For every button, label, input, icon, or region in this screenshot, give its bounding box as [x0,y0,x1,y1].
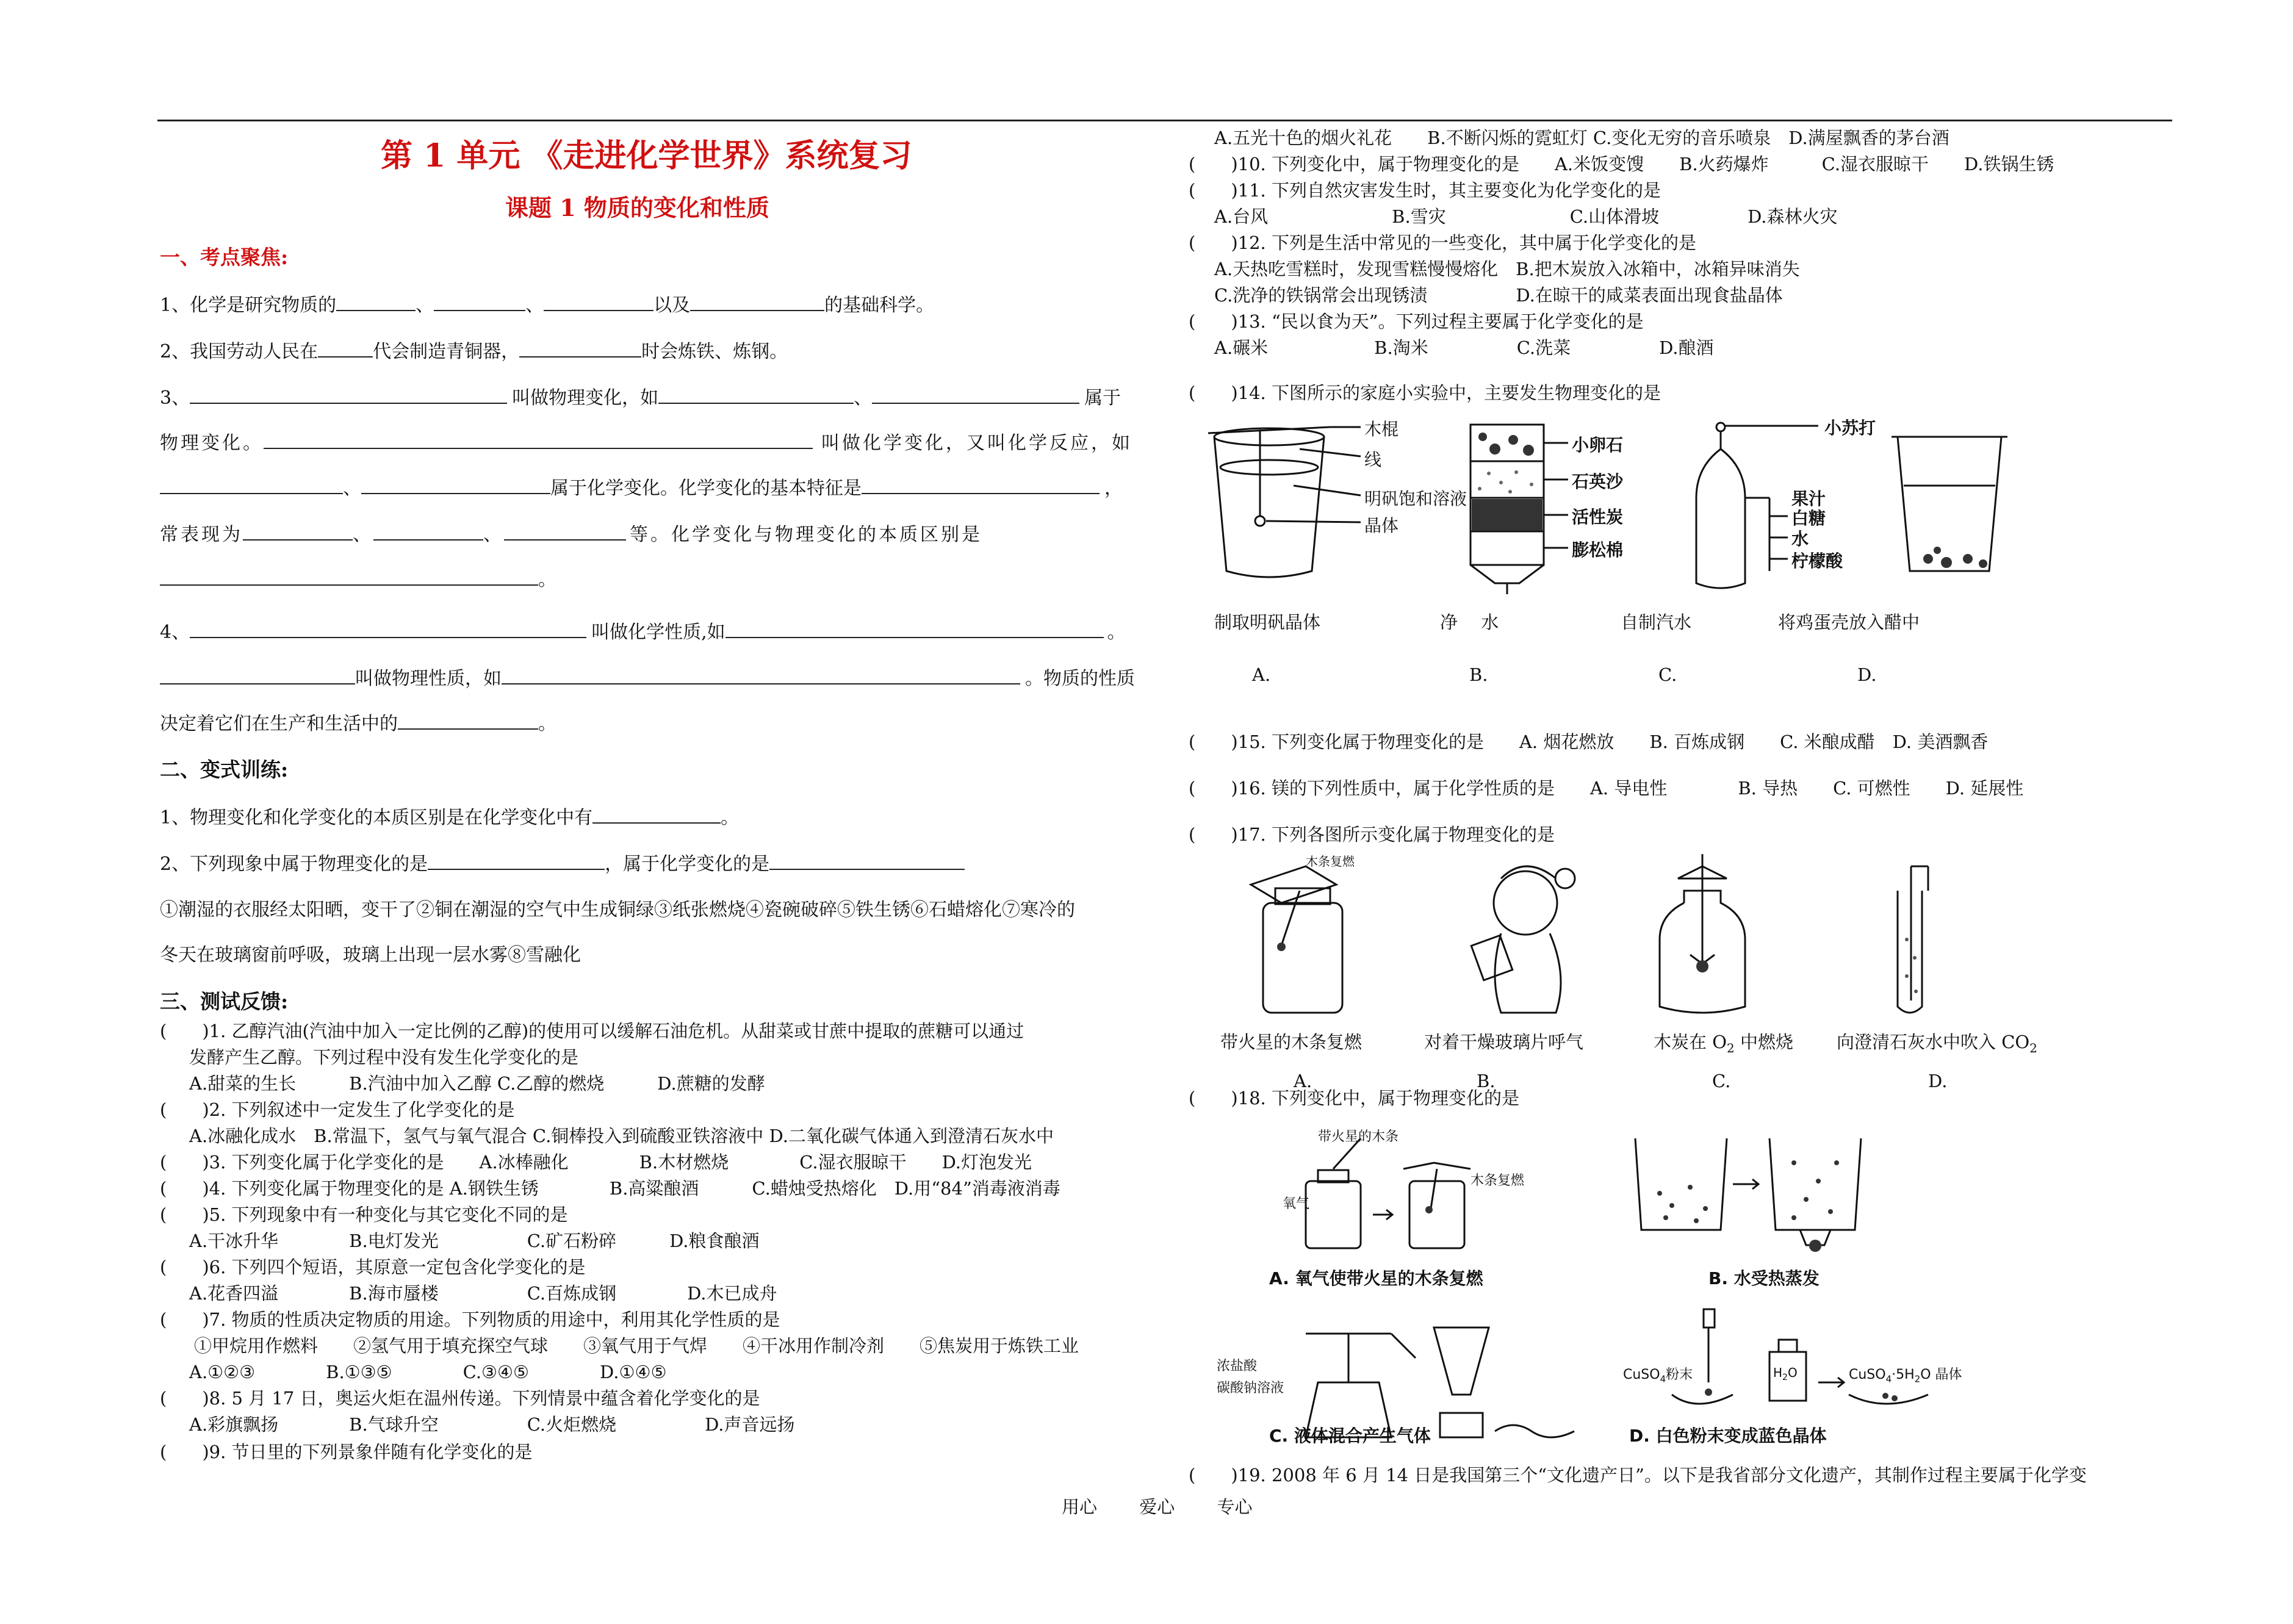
s1-q3-line2: 物理变化。 叫做化学变化，又叫化学反应，如 [160,433,1132,454]
q16: ( )16. 镁的下列性质中，属于化学性质的是 A. 导电性 B. 导热 C. 可燃性 D. 延展性 [1189,778,2024,799]
q17-caption-a: 带火星的木条复燃 [1220,1032,1362,1052]
q17-caption-c: 木炭在 $O_2$ 中燃烧 [1654,1032,1793,1055]
section-3-heading: 三、测试反馈: [160,990,289,1013]
q14-caption-d: 将鸡蛋壳放入醋中 [1778,612,1920,633]
q19-stem: ( )19. 2008 年 6 月 14 日是我国第三个“文化遗产日”。以下是我省部分文化遗产，其制作过程主要属于化学变 [1189,1465,2087,1486]
q14-caption-a: 制取明矾晶体 [1214,612,1321,633]
s1-q3-line3: 、 属于化学变化。化学变化的基本特征是 ， [160,477,1123,500]
s1-q4-line3: 决定着它们在生产和生活中的 。 [160,713,556,735]
q14-figure [1208,412,2099,595]
s3-line: A.①②③ B.①③⑤ C.③④⑤ D.①④⑤ [189,1362,667,1382]
q18-label-water: $H_2O$ [1773,1365,1798,1382]
q18-stem: ( )18. 下列变化中，属于物理变化的是 [1189,1088,1519,1108]
footer-word-3: 专心 [1217,1496,1253,1517]
section-1-heading: 一、考点聚焦: [160,245,289,269]
q17-stem: ( )17. 下列各图所示变化属于物理变化的是 [1189,824,1555,845]
s1-q2: 2、我国劳动人民在 代会制造青铜器， 时会炼铁、炼钢。 [160,341,788,362]
q14-label-citric: 柠檬酸 [1791,551,1843,571]
r-line: ( )13. “民以食为天”。下列过程主要属于化学变化的是 [1189,311,1644,332]
q18-caption-b: B. 水受热蒸发 [1708,1268,1820,1288]
q18-label-hcl: 浓盐酸 [1217,1359,1258,1374]
s1-q1: 1、化学是研究物质的 、 、 以及 的基础科学。 [160,295,935,316]
s3-line: A.花香四溢 B.海市蜃楼 C.百炼成钢 D.木已成舟 [189,1283,777,1304]
s3-line: ( )5. 下列现象中有一种变化与其它变化不同的是 [160,1204,568,1225]
s1-q3-line5: 。 [160,569,556,591]
q17-letter-c: C. [1712,1071,1731,1091]
q18-caption-d: D. 白色粉末变成蓝色晶体 [1629,1426,1827,1446]
q17-letter-d: D. [1928,1071,1948,1091]
q14-caption-b: 净 水 [1440,612,1499,633]
s3-line: ( )6. 下列四个短语，其原意一定包含化学变化的是 [160,1257,586,1277]
q14-label-carbon: 活性炭 [1572,507,1624,527]
s3-line: ( )4. 下列变化属于物理变化的是 A.钢铁生锈 B.高粱酿酒 C.蜡烛受热熔化 D.用“84”消毒液消毒 [160,1178,1060,1199]
q18-caption-a: A. 氧气使带火星的木条复燃 [1269,1268,1483,1288]
q17-tag: 木条复燃 [1306,854,1355,869]
page-title: 第 1 单元 《走进化学世界》系统复习 [381,137,912,174]
q17-figure [1214,854,2068,1019]
q17-letter-b: B. [1477,1071,1496,1091]
q15: ( )15. 下列变化属于物理变化的是 A. 烟花燃放 B. 百炼成钢 C. 米酿成醋 D. 美酒飘香 [1189,731,1989,752]
q14-stem: ( )14. 下图所示的家庭小实验中，主要发生物理变化的是 [1189,383,1661,403]
s3-line: A.甜菜的生长 B.汽油中加入乙醇 C.乙醇的燃烧 D.蔗糖的发酵 [189,1073,765,1094]
r-line: A.碾米 B.淘米 C.洗菜 D.酿酒 [1214,337,1714,358]
q18-figure [1217,1126,2001,1450]
s3-line: ( )3. 下列变化属于化学变化的是 A.冰棒融化 B.木材燃烧 C.湿衣服晾干 D.灯泡发光 [160,1152,1032,1173]
q14-letter-b: B. [1469,664,1488,685]
s2-q1: 1、物理变化和化学变化的本质区别是在化学变化中有 。 [160,807,740,828]
s1-q4-line2: 叫做物理性质，如 。物质的性质 [160,667,1135,690]
r-line: A.五光十色的烟火礼花 B.不断闪烁的霓虹灯 C.变化无穷的音乐喷泉 D.满屋飘香的茅台酒 [1214,128,1949,148]
footer-word-1: 用心 [1062,1496,1098,1517]
q17-caption-b: 对着干燥玻璃片呼气 [1424,1032,1584,1052]
q14-letter-a: A. [1252,664,1271,685]
q18-label-relight: 木条复燃 [1470,1173,1525,1188]
s3-line: 发酵产生乙醇。下列过程中没有发生化学变化的是 [189,1047,579,1068]
s3-line: ( )1. 乙醇汽油(汽油中加入一定比例的乙醇)的使用可以缓解石油危机。从甜菜或甘蔗中提取的蔗糖可以通过 [160,1021,1024,1041]
q14-letter-d: D. [1857,664,1877,685]
r-line: ( )10. 下列变化中，属于物理变化的是 A.米饭变馊 B.火药爆炸 C.湿衣服晾干 D.铁锅生锈 [1189,154,2054,174]
s2-q2-items-2: 冬天在玻璃窗前呼吸，玻璃上出现一层水雾⑧雪融化 [160,944,581,966]
s3-line: ( )9. 节日里的下列景象伴随有化学变化的是 [160,1442,533,1462]
q14-label-thread: 线 [1364,450,1382,470]
q18-label-cuso4: CuSO$_4$粉末 [1623,1367,1693,1385]
s3-line: ( )2. 下列叙述中一定发生了化学变化的是 [160,1099,515,1120]
s2-q2: 2、下列现象中属于物理变化的是 ，属于化学变化的是 [160,853,965,875]
page-subtitle: 课题 1 物质的变化和性质 [505,194,769,221]
s3-line: ①甲烷用作燃料 ②氢气用于填充探空气球 ③氧气用于气焊 ④干冰用作制冷剂 ⑤焦炭用于炼铁工业 [194,1335,1079,1356]
q14-label-water: 水 [1791,529,1809,549]
q18-label-hydrate: $CuSO_4\cdot 5H_2O$ 晶体 [1849,1367,1962,1385]
r-line: ( )12. 下列是生活中常见的一些变化，其中属于化学变化的是 [1189,232,1696,253]
q18-label-oxygen: 氧气 [1283,1196,1310,1212]
q14-label-sugar: 白糖 [1791,508,1826,528]
page-footer [1062,1493,1289,1518]
q14-label-solution: 明矾饱和溶液 [1364,489,1467,509]
s1-q4-line1: 4、 叫做化学性质,如 。 [160,622,1126,643]
q17-letter-a: A. [1294,1071,1312,1091]
s3-line: ( )7. 物质的性质决定物质的用途。下列物质的用途中，利用其化学性质的是 [160,1309,780,1330]
q18-caption-c: C. 液体混合产生气体 [1269,1426,1431,1446]
r-line: A.天热吃雪糕时，发现雪糕慢慢熔化 B.把木炭放入冰箱中，冰箱异味消失 [1214,259,1800,279]
q14-label-pebble: 小卵石 [1572,435,1624,455]
q17-caption-d: 向澄清石灰水中吹入 $CO_2$ [1837,1032,2037,1055]
q14-caption-c: 自制汽水 [1621,612,1692,633]
q14-label-cotton: 膨松棉 [1572,540,1624,560]
q18-label-splint: 带火星的木条 [1318,1129,1399,1144]
r-line: A.台风 B.雪灾 C.山体滑坡 D.森林火灾 [1214,206,1838,227]
s3-line: A.彩旗飘扬 B.气球升空 C.火炬燃烧 D.声音远扬 [189,1414,795,1435]
r-line: ( )11. 下列自然灾害发生时，其主要变化为化学变化的是 [1189,180,1661,201]
section-2-heading: 二、变式训练: [160,758,289,781]
q14-label-crystal: 晶体 [1364,516,1399,536]
q14-label-juice: 果汁 [1791,489,1826,509]
q14-label-soda: 小苏打 [1824,418,1876,438]
q18-label-na2co3: 碳酸钠溶液 [1217,1381,1284,1396]
s2-q2-items-1: ①潮湿的衣服经太阳晒，变干了②铜在潮湿的空气中生成铜绿③纸张燃烧④瓷碗破碎⑤铁生锈⑥石蜡熔化⑦寒冷的 [160,899,1075,921]
footer-word-2: 爱心 [1139,1496,1175,1517]
s1-q3-line1: 3、 叫做物理变化，如 、 属于 [160,387,1121,409]
q14-letter-c: C. [1658,664,1677,685]
r-line: C.洗净的铁锅常会出现锈渍 D.在晾干的咸菜表面出现食盐晶体 [1214,285,1783,306]
q14-label-stick: 木棍 [1364,419,1399,439]
s3-line: A.干冰升华 B.电灯发光 C.矿石粉碎 D.粮食酿酒 [189,1231,760,1251]
s3-line: ( )8. 5 月 17 日，奥运火炬在温州传递。下列情景中蕴含着化学变化的是 [160,1388,760,1409]
s3-line: A.冰融化成水 B.常温下，氢气与氧气混合 C.铜棒投入到硫酸亚铁溶液中 D.二氧化碳气体通入到澄清石灰水中 [189,1126,1054,1146]
top-rule [157,120,2172,121]
s1-q3-line4: 常表现为 、 、 等。化学变化与物理变化的本质区别是 [160,524,982,545]
q14-label-sand: 石英沙 [1572,472,1624,492]
